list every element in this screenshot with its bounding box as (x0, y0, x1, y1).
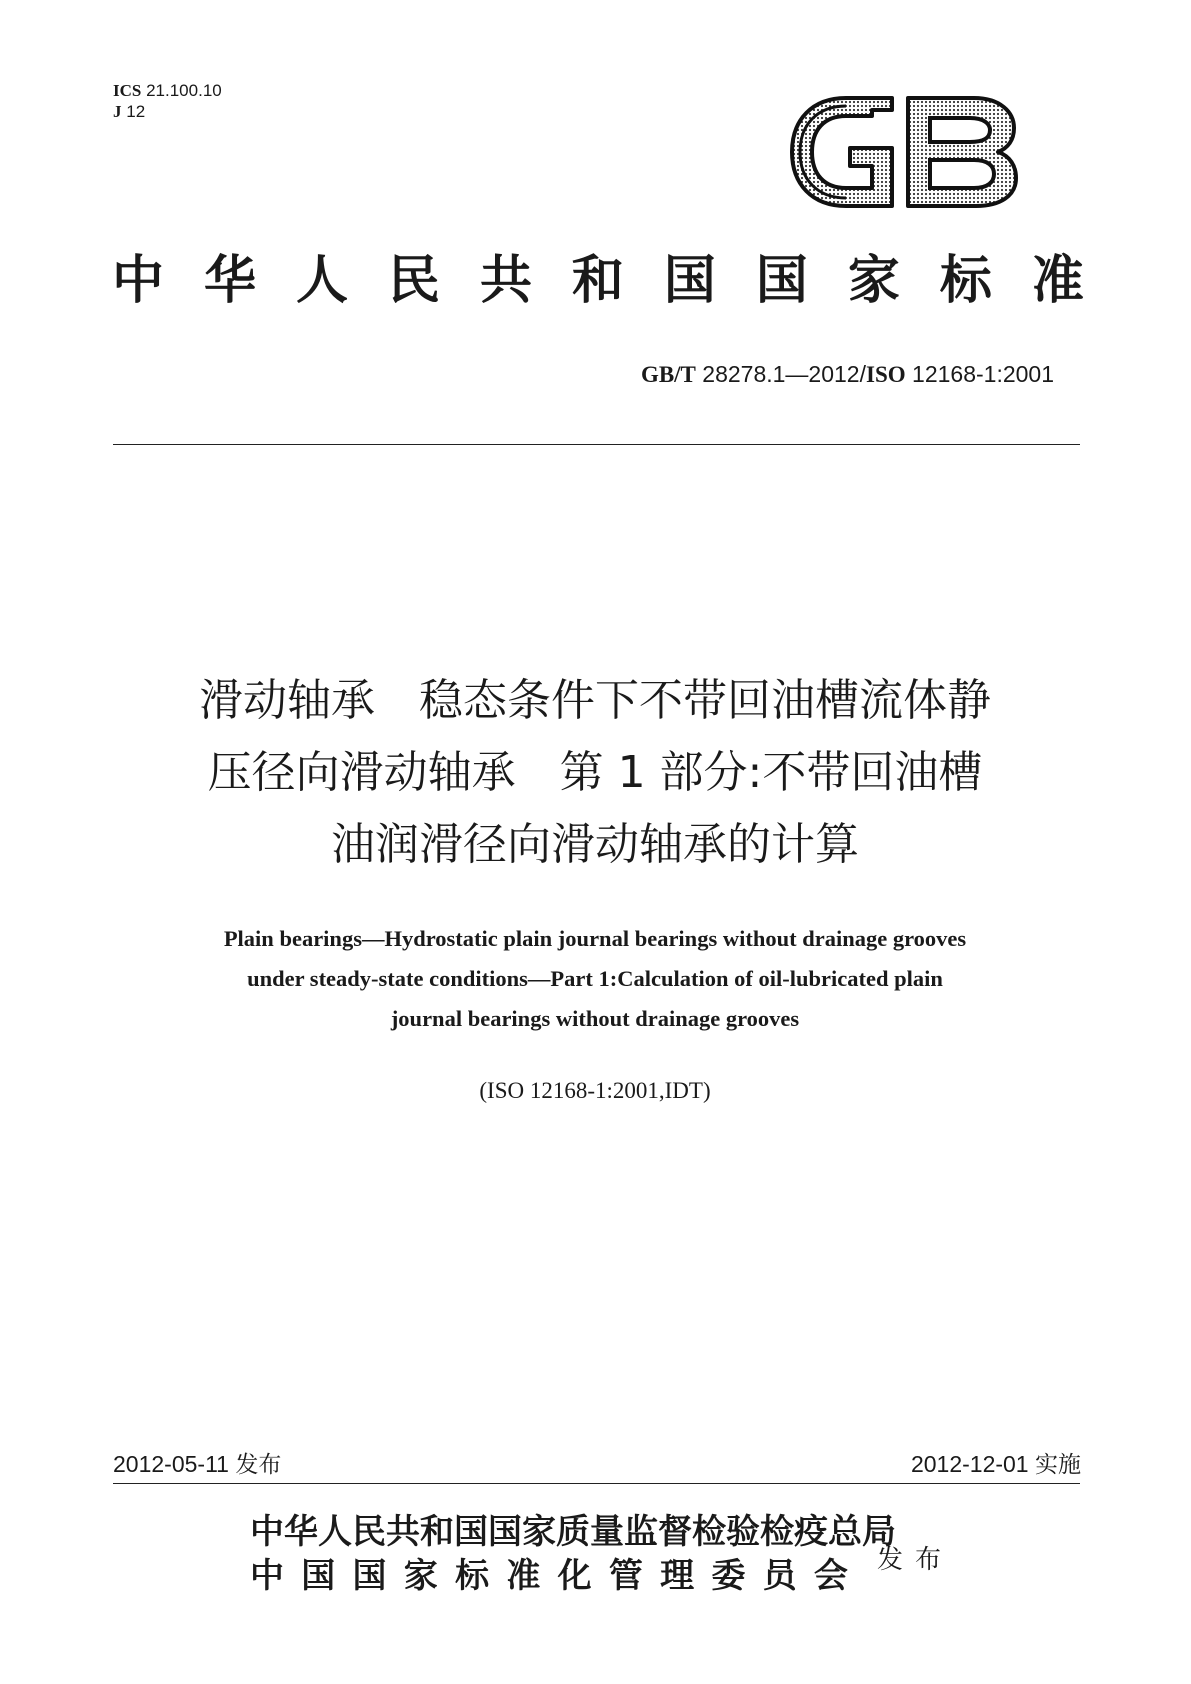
char: 家 (403, 1556, 438, 1596)
title-cn-line-1: 滑动轴承 稳态条件下不带回油槽流体静 (199, 675, 991, 726)
header-rule (113, 444, 1080, 445)
gb-logo (788, 92, 1020, 212)
char: 中 (250, 1556, 284, 1596)
char: 委 (711, 1556, 746, 1596)
char: 国 (301, 1556, 336, 1596)
issuer-sac (250, 1554, 848, 1598)
footer-rule (113, 1483, 1080, 1484)
standard-code: 28278.1—2012/ (702, 361, 866, 387)
publish-label: 发布 (877, 1545, 954, 1575)
title-en-line-3: journal bearings without drainage grooves (390, 1006, 800, 1031)
char: 国 (755, 250, 808, 311)
char: 员 (762, 1556, 797, 1596)
standard-prefix: GB/T (640, 362, 696, 387)
national-standard-title (112, 246, 1084, 316)
title-en-line-2: under steady-state conditions—Part 1:Calculation of oil-lubricated plain (247, 966, 943, 991)
issue-date: 2012-05-11 发布 (113, 1451, 282, 1477)
title-cn-line-3: 油润滑径向滑动轴承的计算 (331, 819, 859, 870)
char: 标 (455, 1556, 490, 1596)
ccs-label: J (113, 102, 122, 121)
standard-number (641, 361, 1054, 388)
char: 人 (295, 250, 348, 311)
char: 国 (352, 1556, 387, 1596)
char: 家 (847, 250, 900, 311)
ics-code: 21.100.10 (146, 81, 222, 100)
char: 国 (663, 250, 716, 311)
iso-prefix: ISO (866, 362, 906, 387)
char: 中 (112, 250, 165, 311)
ccs-code-line (113, 101, 145, 123)
char: 民 (387, 250, 440, 311)
char: 会 (813, 1556, 848, 1596)
char: 理 (660, 1556, 695, 1596)
ccs-code: 12 (126, 102, 146, 121)
implementation-date: 2012-12-01 实施 (910, 1451, 1081, 1477)
iso-reference: (ISO 12168-1:2001,IDT) (479, 1078, 711, 1103)
char: 华 (203, 250, 256, 311)
iso-code: 12168-1:2001 (912, 361, 1054, 387)
char: 准 (506, 1556, 541, 1596)
char: 管 (608, 1556, 643, 1596)
title-en-line-1: Plain bearings—Hydrostatic plain journal bearings without drainage grooves (223, 926, 967, 951)
ics-label: ICS (113, 81, 142, 100)
char: 标 (939, 250, 992, 311)
char: 和 (571, 250, 624, 311)
ics-code-line (113, 80, 222, 102)
char: 化 (557, 1556, 592, 1596)
char: 准 (1031, 250, 1084, 311)
issuer-aqsiq: 中华人民共和国国家质量监督检验检疫总局 (250, 1512, 896, 1552)
title-cn-line-2: 压径向滑动轴承 第 1 部分:不带回油槽 (207, 747, 983, 798)
char: 共 (479, 250, 532, 311)
